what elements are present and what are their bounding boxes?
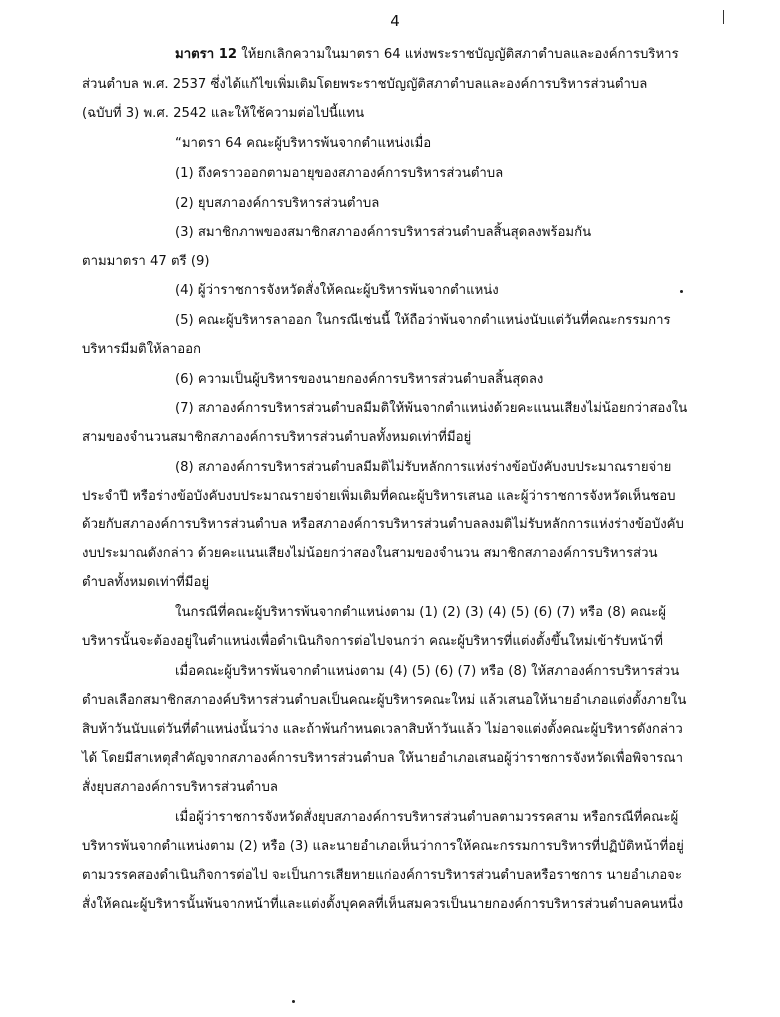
text-line: (ฉบับที่ 3) พ.ศ. 2542 และให้ใช้ความต่อไปนี้แทน <box>82 106 365 121</box>
text-line: ส่วนตำบล พ.ศ. 2537 ซึ่งได้แก้ไขเพิ่มเติมโดยพระราชบัญญัติสภาตำบลและองค์การบริหารส่วนตำบล <box>82 77 648 92</box>
text-line: เมื่อผู้ว่าราชการจังหวัดสั่งยุบสภาองค์การบริหารส่วนตำบลตามวรรคสาม หรือกรณีที่คณะผู้ <box>175 810 679 825</box>
text-line: บริหารพ้นจากตำแหน่งตาม (2) หรือ (3) และนายอำเภอเห็นว่าการให้คณะกรรมการบริหารที่ปฏิบัติหน้าที่อยู่ <box>82 839 684 854</box>
scan-speck <box>292 1000 295 1003</box>
text-line: (7) สภาองค์การบริหารส่วนตำบลมีมติให้พ้นจากตำแหน่งด้วยคะแนนเสียงไม่น้อยกว่าสองใน <box>175 401 688 416</box>
text-line: (8) สภาองค์การบริหารส่วนตำบลมีมติไม่รับหลักการแห่งร่างข้อบังคับงบประมาณรายจ่าย <box>175 460 672 475</box>
scan-edge-mark <box>723 10 724 24</box>
text-line: สั่งให้คณะผู้บริหารนั้นพ้นจากหน้าที่และแต่งตั้งบุคคลที่เห็นสมควรเป็นนายกองค์การบริหารส่วนตำบลคนหนึ่ง <box>82 897 684 912</box>
text-line: ตำบลทั้งหมดเท่าที่มีอยู่ <box>82 575 210 590</box>
text-line: (2) ยุบสภาองค์การบริหารส่วนตำบล <box>175 196 380 211</box>
text-line: (5) คณะผู้บริหารลาออก ในกรณีเช่นนี้ ให้ถือว่าพ้นจากตำแหน่งนับแต่วันที่คณะกรรมการ <box>175 313 671 328</box>
text-line: “มาตรา 64 คณะผู้บริหารพ้นจากตำแหน่งเมื่อ <box>175 136 432 151</box>
text-line: ตามมาตรา 47 ตรี (9) <box>82 254 210 269</box>
text-line: (4) ผู้ว่าราชการจังหวัดสั่งให้คณะผู้บริหารพ้นจากตำแหน่ง <box>175 283 499 298</box>
text-line: ด้วยกับสภาองค์การบริหารส่วนตำบล หรือสภาองค์การบริหารส่วนตำบลลงมติไม่รับหลักการแห่งร่างข้อบังคับ <box>82 517 684 532</box>
text-line: ในกรณีที่คณะผู้บริหารพ้นจากตำแหน่งตาม (1) (2) (3) (4) (5) (6) (7) หรือ (8) คณะผู้ <box>175 605 666 620</box>
text-line <box>175 45 679 65</box>
text-line: สั่งยุบสภาองค์การบริหารส่วนตำบล <box>82 780 278 795</box>
text-line: งบประมาณดังกล่าว ด้วยคะแนนเสียงไม่น้อยกว่าสองในสามของจำนวน สมาชิกสภาองค์การบริหารส่วน <box>82 546 658 561</box>
text-line: บริหารนั้นจะต้องอยู่ในตำแหน่งเพื่อดำเนินกิจการต่อไปจนกว่า คณะผู้บริหารที่แต่งตั้งขึ้นใหม่เข้ารับหน้าที่ <box>82 634 663 649</box>
page-number: 4 <box>390 12 400 30</box>
section-heading: มาตรา 12 <box>175 47 238 62</box>
text-line: (1) ถึงคราวออกตามอายุของสภาองค์การบริหารส่วนตำบล <box>175 166 504 181</box>
text-line: (3) สมาชิกภาพของสมาชิกสภาองค์การบริหารส่วนตำบลสิ้นสุดลงพร้อมกัน <box>175 225 592 240</box>
text-line: (6) ความเป็นผู้บริหารของนายกองค์การบริหารส่วนตำบลสิ้นสุดลง <box>175 372 544 387</box>
text-line: สามของจำนวนสมาชิกสภาองค์การบริหารส่วนตำบลทั้งหมดเท่าที่มีอยู่ <box>82 430 472 445</box>
scan-speck <box>680 290 683 293</box>
text-line: ตามวรรคสองดำเนินกิจการต่อไป จะเป็นการเสียหายแก่องค์การบริหารส่วนตำบลหรือราชการ นายอำเภอจะ <box>82 868 682 883</box>
line-text: ให้ยกเลิกความในมาตรา 64 แห่งพระราชบัญญัติสภาตำบลและองค์การบริหาร <box>237 47 679 62</box>
text-line: ได้ โดยมีสาเหตุสำคัญจากสภาองค์การบริหารส่วนตำบล ให้นายอำเภอเสนอผู้ว่าราชการจังหวัดเพื่อพิจารณา <box>82 751 683 766</box>
text-line: เมื่อคณะผู้บริหารพ้นจากตำแหน่งตาม (4) (5) (6) (7) หรือ (8) ให้สภาองค์การบริหารส่วน <box>175 664 680 679</box>
text-line: ประจำปี หรือร่างข้อบังคับงบประมาณรายจ่ายเพิ่มเติมที่คณะผู้บริหารเสนอ และผู้ว่าราชการจังหวัดเห็นชอบ <box>82 489 676 504</box>
text-line: สิบห้าวันนับแต่วันที่ตำแหน่งนั้นว่าง และถ้าพ้นกำหนดเวลาสิบห้าวันแล้ว ไม่อาจแต่งตั้งคณะผู้บริหารดังกล่าว <box>82 722 683 737</box>
text-line: บริหารมีมติให้ลาออก <box>82 342 202 357</box>
text-line: ตำบลเลือกสมาชิกสภาองค์บริหารส่วนตำบลเป็นคณะผู้บริหารคณะใหม่ แล้วเสนอให้นายอำเภอแต่งตั้งภายใน <box>82 693 687 708</box>
